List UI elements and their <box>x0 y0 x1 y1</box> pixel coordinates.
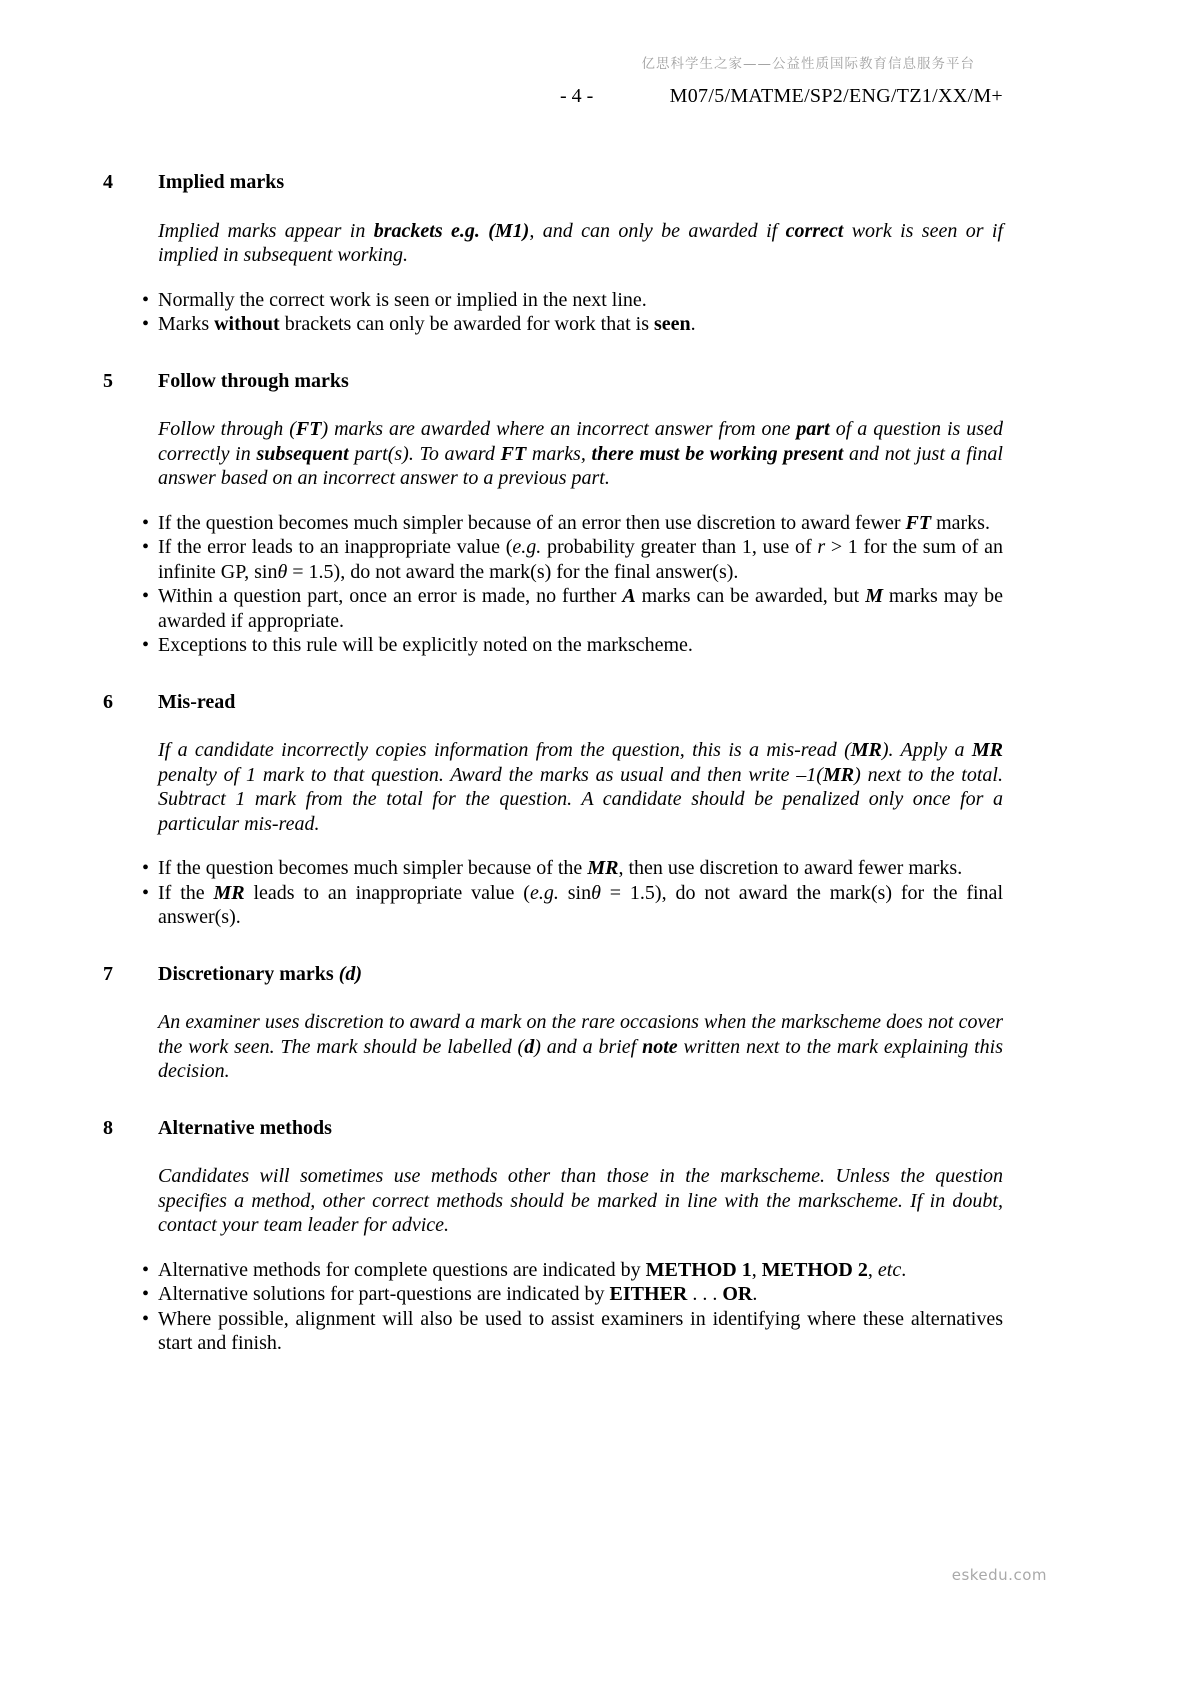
bullet-list <box>103 288 1003 337</box>
text-segment: brackets e.g. (M1) <box>373 219 530 242</box>
text-segment: MR <box>587 857 619 879</box>
text-segment: = 1.5), do not award the mark(s) for the final answer(s). <box>287 560 739 583</box>
text-segment: θ <box>591 881 601 904</box>
text-segment: > 1 for the sum of an infinite GP, sin <box>158 536 1003 583</box>
text-segment: , <box>751 1258 762 1281</box>
text-segment: Exceptions to this rule will be explicitly noted on the markscheme. <box>158 634 693 656</box>
bullet-icon: • <box>142 585 150 607</box>
text-segment: EITHER <box>609 1283 688 1305</box>
bullet-icon: • <box>142 1307 150 1330</box>
bullet-text <box>158 1283 757 1305</box>
section-6 <box>103 690 1003 930</box>
bullet-item <box>103 511 1003 536</box>
text-segment: MR <box>213 881 245 904</box>
text-segment: there must be working present <box>591 442 844 465</box>
text-segment: marks. <box>931 511 990 534</box>
text-segment: OR <box>722 1283 753 1305</box>
text-segment: If a candidate incorrectly copies information from the question, this is a mis-read ( <box>158 739 851 761</box>
text-segment: marks can be awarded, but <box>635 585 866 607</box>
document-body <box>103 170 1003 1356</box>
bullet-icon: • <box>142 288 150 311</box>
bullet-item <box>103 288 1003 313</box>
section-4 <box>103 170 1003 337</box>
text-segment: ). Apply a <box>881 739 972 761</box>
text-segment: Alternative methods for complete questions are indicated by <box>158 1258 646 1281</box>
text-segment: θ <box>277 560 288 583</box>
section-number: 6 <box>103 690 113 713</box>
text-segment: sin <box>558 881 592 904</box>
text-segment: (d) <box>338 962 363 985</box>
section-7 <box>103 962 1003 1084</box>
text-segment: Discretionary marks <box>158 962 339 985</box>
bullet-list <box>103 856 1003 930</box>
text-segment: M <box>865 585 883 607</box>
text-segment: If the question becomes much simpler because of an error then use discretion to award fewer <box>158 511 906 534</box>
bullet-icon: • <box>142 313 150 335</box>
text-segment: ) next to the total. Subtract 1 mark from the total for the question. A candidate should be penalized only once for a particular mis-read. <box>158 763 1003 835</box>
bullet-item <box>103 633 1003 658</box>
footer-watermark: eskedu.com <box>951 1566 1047 1584</box>
text-segment: MR <box>850 739 882 761</box>
text-segment: Within a question part, once an error is made, no further <box>158 585 623 607</box>
text-segment: If the <box>158 881 214 904</box>
text-segment: Mis-read <box>158 690 236 713</box>
text-segment: FT <box>905 511 932 534</box>
text-segment: and not just a final answer based on an incorrect answer to a previous part. <box>158 442 1003 489</box>
text-segment: note <box>642 1035 678 1058</box>
text-segment: Implied marks appear in <box>158 219 374 242</box>
text-segment: Alternative solutions for part-questions are indicated by <box>158 1283 610 1305</box>
text-segment: METHOD 2 <box>761 1258 868 1281</box>
text-segment: leads to an inappropriate value ( <box>244 881 530 904</box>
bullet-icon: • <box>142 1283 150 1305</box>
text-segment: Follow through marks <box>158 369 349 392</box>
text-segment: written next to the mark explaining this decision. <box>158 1035 1004 1082</box>
text-segment: seen <box>654 313 691 335</box>
section-5 <box>103 369 1003 658</box>
text-segment: , <box>867 1258 878 1281</box>
bullet-text <box>158 882 1003 929</box>
text-segment: = 1.5), do not award the mark(s) for the final answer(s). <box>158 881 1003 928</box>
text-segment: work is seen or if implied in subsequent working. <box>158 219 1003 266</box>
bullet-item <box>103 1307 1003 1356</box>
bullet-item <box>103 1258 1003 1283</box>
text-segment: e.g. <box>512 536 542 558</box>
bullet-icon: • <box>142 1258 150 1281</box>
text-segment: ) marks are awarded where an incorrect answer from one <box>321 418 797 440</box>
bullet-text <box>158 1308 1003 1355</box>
section-paragraph <box>158 738 1003 836</box>
section-number: 5 <box>103 369 113 392</box>
text-segment: d <box>524 1035 535 1058</box>
text-segment: part <box>796 418 830 440</box>
bullet-icon: • <box>142 536 150 558</box>
bullet-text <box>158 857 962 879</box>
text-segment: etc <box>877 1258 902 1281</box>
bullet-list <box>103 511 1003 658</box>
bullet-icon: • <box>142 634 150 656</box>
section-heading <box>103 1116 1003 1141</box>
text-segment: Implied marks <box>158 171 285 193</box>
bullet-text <box>158 585 1003 632</box>
bullet-icon: • <box>142 881 150 904</box>
section-paragraph <box>158 219 1003 268</box>
text-segment: . . . <box>687 1283 723 1305</box>
bullet-item <box>103 881 1003 930</box>
text-segment: . <box>752 1283 758 1305</box>
section-number: 7 <box>103 962 113 985</box>
section-paragraph <box>158 1010 1003 1084</box>
text-segment: FT <box>295 418 322 440</box>
text-segment: Where possible, alignment will also be used to assist examiners in identifying where these alternatives start and finish. <box>158 1307 1003 1354</box>
text-segment: . <box>901 1258 907 1281</box>
section-heading <box>103 369 1003 394</box>
text-segment: MR <box>822 763 855 786</box>
section-heading <box>103 690 1003 715</box>
section-title <box>158 962 362 987</box>
section-number: 8 <box>103 1116 113 1139</box>
text-segment: A <box>622 585 636 607</box>
text-segment: Candidates will sometimes use methods other than those in the markscheme. Unless the question specifies a method, other correct methods should be marked in line with the markscheme. If in doubt, contact your team leader for advice. <box>158 1165 1003 1236</box>
text-segment: . <box>690 313 696 335</box>
text-segment: Normally the correct work is seen or implied in the next line. <box>158 288 647 311</box>
text-segment: If the question becomes much simpler because of the <box>158 857 588 879</box>
text-segment: , then use discretion to award fewer marks. <box>618 857 963 879</box>
bullet-icon: • <box>142 511 150 534</box>
text-segment: subsequent <box>256 442 349 465</box>
bullet-item <box>103 312 1003 337</box>
text-segment: FT <box>500 442 527 465</box>
text-segment: part(s). To award <box>348 442 501 465</box>
section-paragraph <box>158 417 1003 491</box>
bullet-icon: • <box>142 857 150 879</box>
section-heading <box>103 962 1003 987</box>
section-title <box>158 1116 332 1141</box>
bullet-item <box>103 856 1003 881</box>
bullet-text <box>158 634 693 656</box>
section-title <box>158 170 284 195</box>
text-segment: without <box>214 313 280 335</box>
bullet-list <box>103 1258 1003 1356</box>
bullet-text <box>158 313 696 335</box>
text-segment: MR <box>971 739 1003 761</box>
bullet-item <box>103 1282 1003 1307</box>
page-number: - 4 - <box>560 85 594 107</box>
text-segment: , and can only be awarded if <box>529 219 786 242</box>
paper-code: M07/5/MATME/SP2/ENG/TZ1/XX/M+ <box>669 85 1003 107</box>
text-segment: r <box>817 536 826 558</box>
text-segment: Alternative methods <box>158 1116 332 1139</box>
section-paragraph <box>158 1164 1003 1238</box>
text-segment: ) and a brief <box>534 1035 643 1058</box>
text-segment: penalty of 1 mark to that question. Award the marks as usual and then write –1( <box>158 763 823 786</box>
text-segment: marks may be awarded if appropriate. <box>158 585 1003 632</box>
bullet-item <box>103 535 1003 584</box>
text-segment: correct <box>785 219 844 242</box>
text-segment: brackets can only be awarded for work that is <box>279 313 654 335</box>
section-title <box>158 690 235 715</box>
text-segment: of a question is used correctly in <box>158 418 1003 465</box>
text-segment: marks, <box>526 442 592 465</box>
bullet-text <box>158 289 647 311</box>
text-segment: Marks <box>158 313 215 335</box>
section-title <box>158 369 349 394</box>
text-segment: METHOD 1 <box>645 1258 752 1281</box>
bullet-item <box>103 584 1003 633</box>
text-segment: An examiner uses discretion to award a mark on the rare occasions when the markscheme does not cover the work seen. The mark should be labelled ( <box>158 1011 1003 1058</box>
text-segment: If the error leads to an inappropriate value ( <box>158 536 513 558</box>
bullet-text <box>158 1259 906 1281</box>
section-heading <box>103 170 1003 195</box>
text-segment: e.g. <box>529 881 559 904</box>
text-segment: probability greater than 1, use of <box>541 536 818 558</box>
bullet-text <box>158 536 1003 583</box>
section-number: 4 <box>103 171 113 193</box>
section-8 <box>103 1116 1003 1356</box>
text-segment: Follow through ( <box>158 418 296 440</box>
header-watermark: 亿思科学生之家——公益性质国际教育信息服务平台 <box>641 56 975 72</box>
bullet-text <box>158 512 990 534</box>
